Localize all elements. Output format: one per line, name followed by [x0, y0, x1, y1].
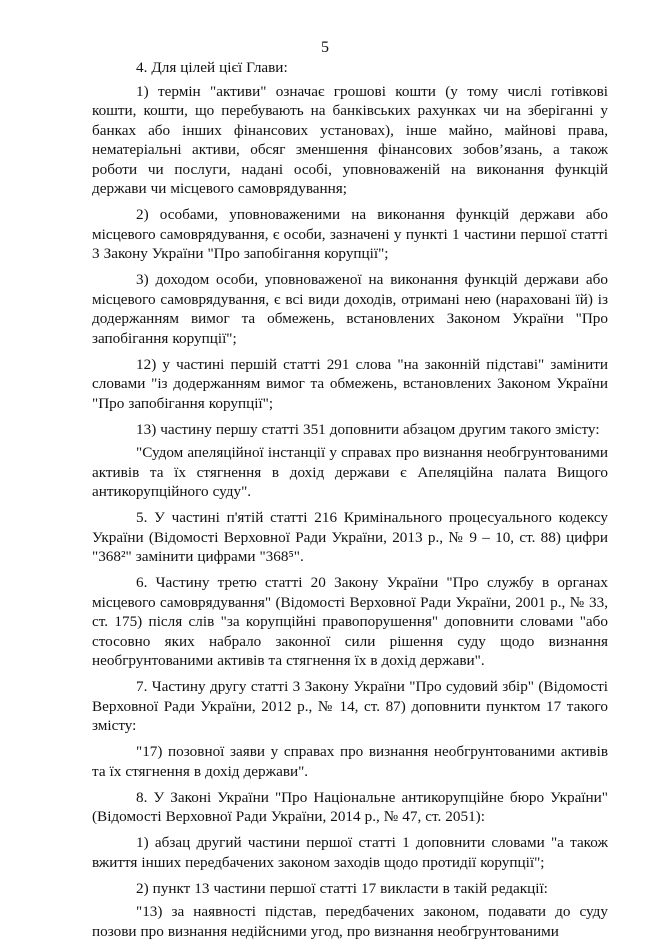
paragraph-quote-appeal-chamber: "Судом апеляційної інстанції у справах про визнання необгрунтованими активів та їх стягнення в дохід держави є Апеляційна палата Вищого антикорупційного суду". — [92, 444, 608, 500]
paragraph-section-7: 7. Частину другу статті 3 Закону України "Про судовий збір" (Відомості Верховної Ради України, 2012 р., № 14, ст. 87) доповнити пунктом 17 такого змісту: — [92, 678, 608, 734]
paragraph-quote-item-13: "13) за наявності підстав, передбачених законом, подавати до суду позови про визнання недійсними угод, про визнання необгрунтованими — [92, 903, 608, 940]
document-body — [92, 58, 608, 948]
paragraph-section-8: 8. У Законі України "Про Національне антикорупційне бюро України" (Відомості Верховної Ради України, 2014 р., № 47, ст. 2051): — [92, 788, 608, 825]
page-number: 5 — [321, 39, 329, 56]
paragraph-definition-income: 3) доходом особи, уповноваженої на виконання функцій держави або місцевого самоврядування, є всі види доходів, отримані нею (нараховані їй) із додержанням вимог та обмежень, встановлених Законом України "Про запобігання корупції"; — [92, 271, 608, 347]
paragraph-item-12: 12) у частині першій статті 291 слова "на законній підставі" замінити словами "із додержанням вимог та обмежень, встановлених Законом України "Про запобігання корупції"; — [92, 355, 608, 412]
paragraph-quote-item-17: "17) позовної заяви у справах про визнання необгрунтованими активів та їх стягнення в дохід держави". — [92, 743, 608, 780]
paragraph-section-5: 5. У частині п'ятій статті 216 Кримінального процесуального кодексу України (Відомості Верховної Ради України, 2013 р., № 9 – 10, ст. 88) цифри "368²" замінити цифрами "368⁵". — [92, 509, 608, 565]
paragraph-section-8-item-2: 2) пункт 13 частини першої статті 17 викласти в такій редакції: — [136, 879, 548, 897]
paragraph-definition-assets: 1) термін "активи" означає грошові кошти (у тому числі готівкові кошти, кошти, що перебувають на банківських рахунках чи на зберіганні у банках або інших фінансових установах), інше майно, майнові права, нематеріальні активи, обсяг зменшення фінансових зобов’язань, а також роботи чи послуги, надані особі, уповноваженій на виконання функцій держави чи місцевого самоврядування; — [92, 82, 608, 197]
paragraph-section-6: 6. Частину третю статті 20 Закону України "Про службу в органах місцевого самоврядування" (Відомості Верховної Ради України, 2001 р., № 33, ст. 175) після слів "за корупційні правопорушення" доповнити словами "або стосовно яких набрало законної сили рішення суду щодо визнання необгрунтованими активів та стягнення їх в дохід держави". — [92, 574, 608, 669]
paragraph-section-4-intro: 4. Для цілей цієї Глави: — [136, 59, 288, 76]
paragraph-section-8-item-1: 1) абзац другий частини першої статті 1 доповнити словами "а також вжиття інших передбачених законом заходів щодо протидії корупції"; — [92, 834, 608, 871]
paragraph-definition-persons: 2) особами, уповноваженими на виконання функцій держави або місцевого самоврядування, є особи, зазначені у пункті 1 частини першої статті 3 Закону України "Про запобігання корупції"; — [92, 206, 608, 262]
paragraph-item-13: 13) частину першу статті 351 доповнити абзацом другим такого змісту: — [136, 420, 600, 438]
